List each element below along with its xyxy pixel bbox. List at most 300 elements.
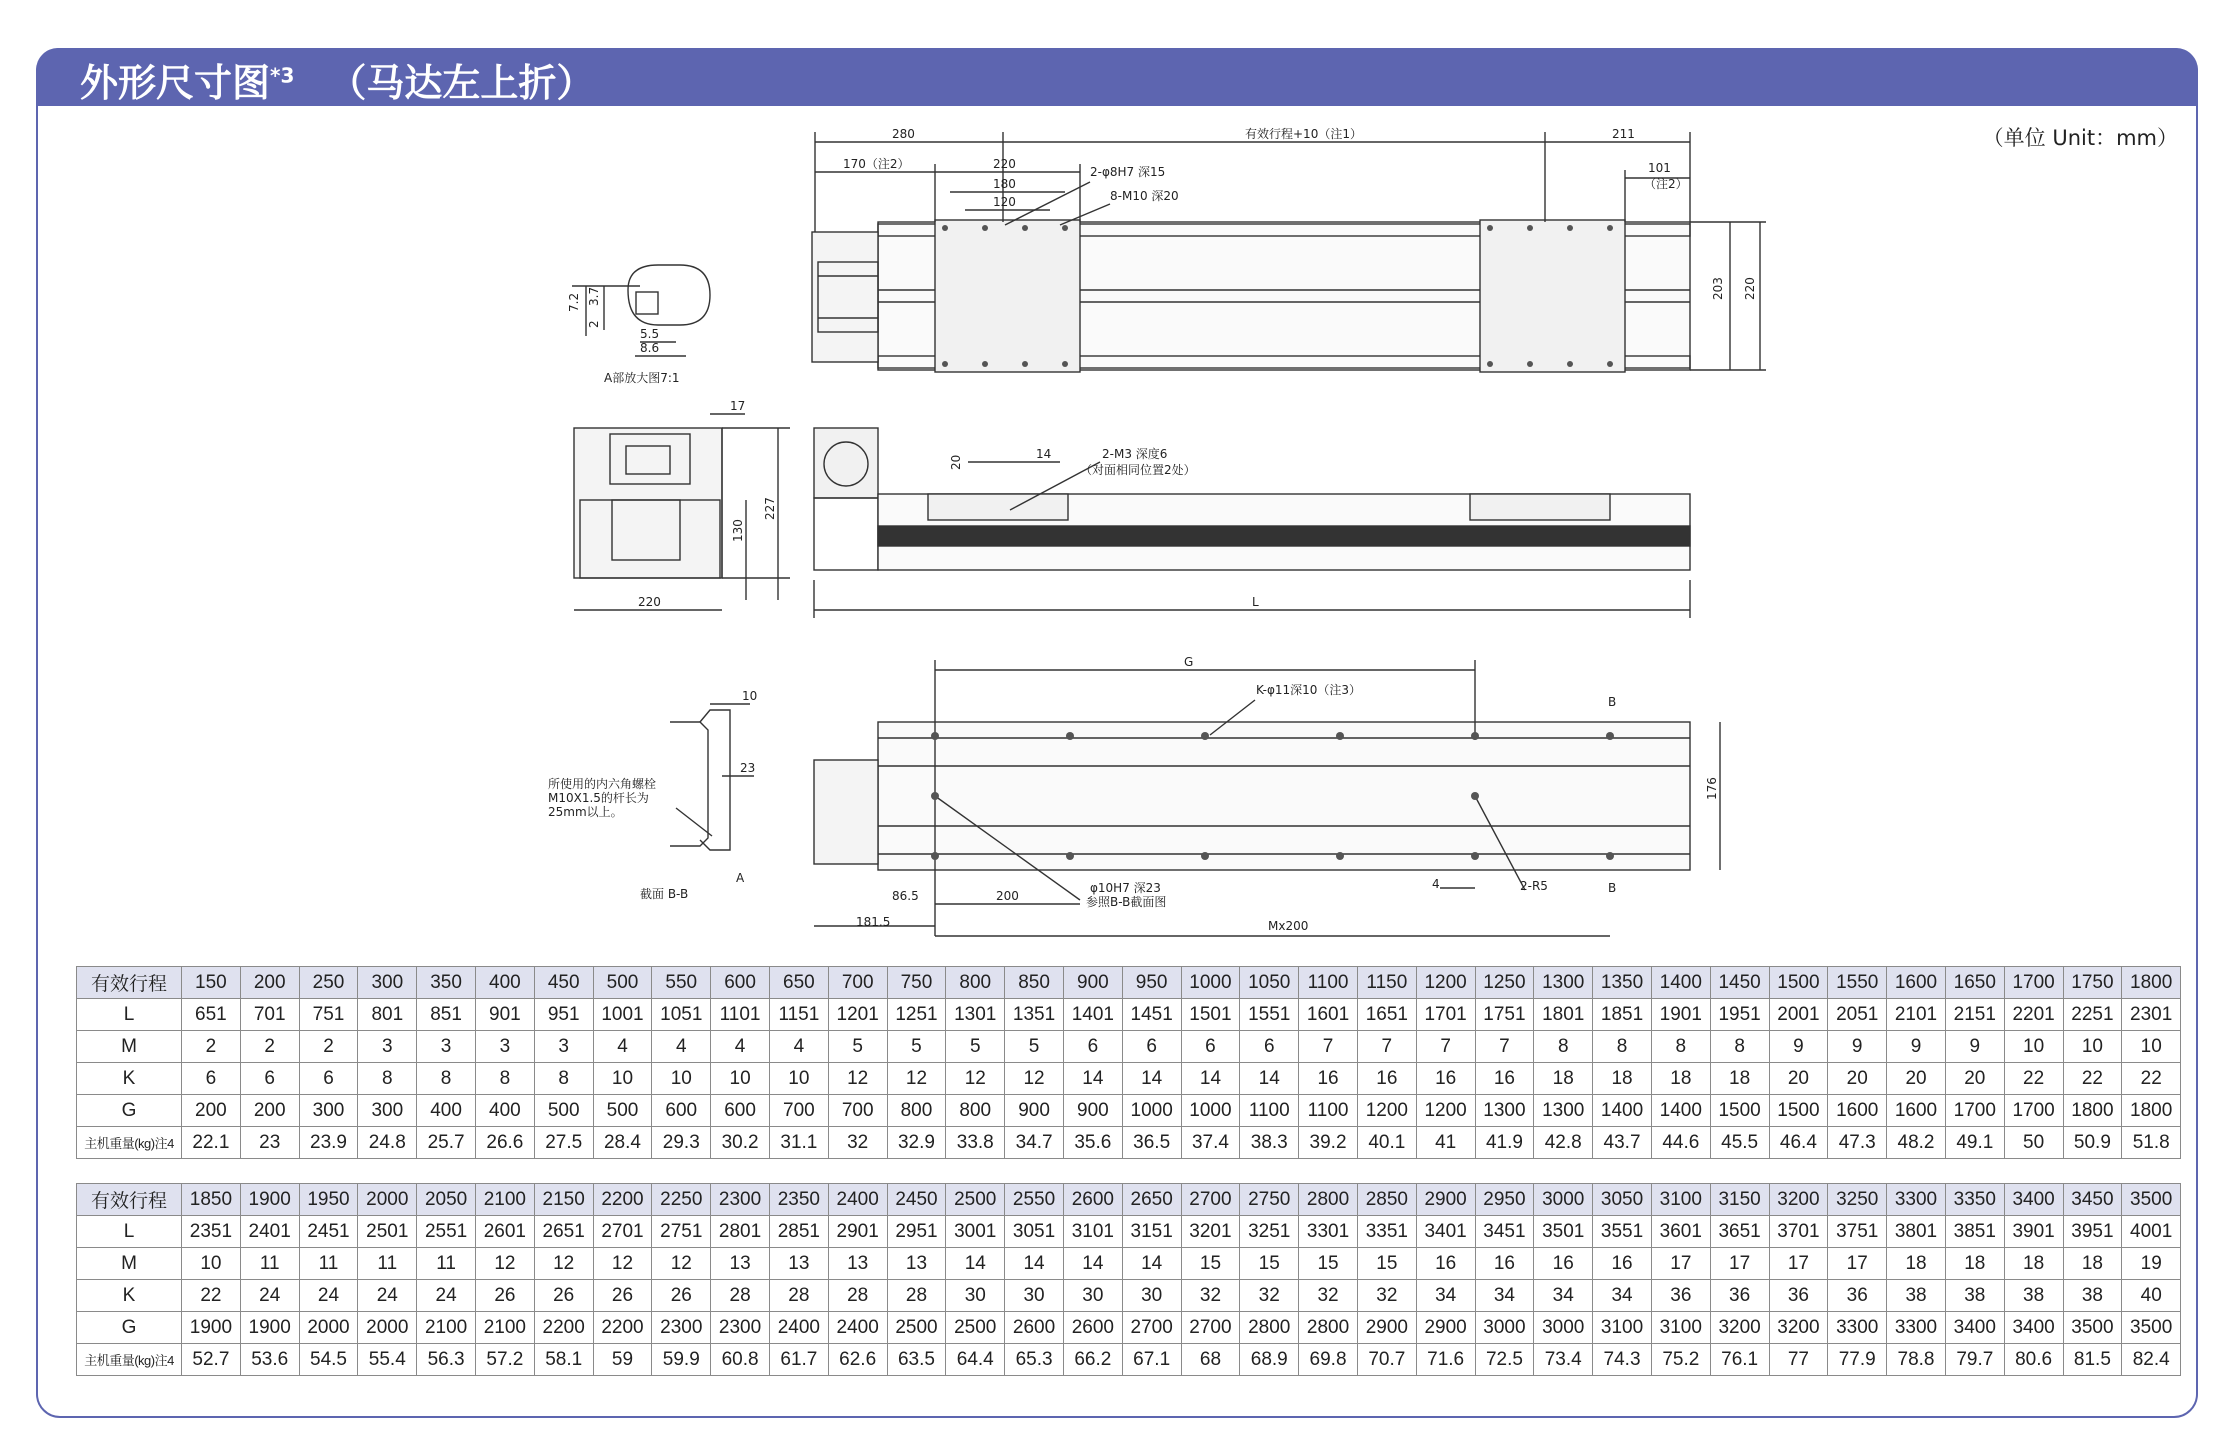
bolt-note-3: 25mm以上。 xyxy=(548,805,623,819)
table-cell: 18 xyxy=(1593,1063,1652,1095)
table-cell: 2701 xyxy=(593,1216,652,1248)
table-cell: 12 xyxy=(946,1063,1005,1095)
table-cell: 250 xyxy=(299,967,358,999)
table-cell: 2700 xyxy=(1181,1184,1240,1216)
table-cell: 28 xyxy=(769,1280,828,1312)
table-cell: 3500 xyxy=(2122,1312,2181,1344)
hole-note-m10: 8-M10 深20 xyxy=(1110,189,1179,203)
bottom-dim-G: G xyxy=(1184,655,1194,669)
table-cell: 1000 xyxy=(1122,1095,1181,1127)
table-cell: 3001 xyxy=(946,1216,1005,1248)
table-cell: 2051 xyxy=(1828,999,1887,1031)
section-caption: 截面 B-B xyxy=(640,887,689,901)
table-cell: 1200 xyxy=(1357,1095,1416,1127)
section-dim-23: 23 xyxy=(740,761,756,775)
table-cell: 1100 xyxy=(1240,1095,1299,1127)
table-cell: 1800 xyxy=(2063,1095,2122,1127)
table-cell: 700 xyxy=(828,1095,887,1127)
table-cell: 73.4 xyxy=(1534,1344,1593,1376)
table-cell: 1700 xyxy=(1945,1095,2004,1127)
table-cell: 42.8 xyxy=(1534,1127,1593,1159)
table-cell: 62.6 xyxy=(828,1344,887,1376)
table-cell: 1250 xyxy=(1475,967,1534,999)
table-cell: 81.5 xyxy=(2063,1344,2122,1376)
table-cell: 3101 xyxy=(1063,1216,1122,1248)
table-cell: 41 xyxy=(1416,1127,1475,1159)
row-label: M xyxy=(77,1248,182,1280)
table-cell: 3300 xyxy=(1887,1184,1946,1216)
row-m xyxy=(77,1248,2181,1280)
table-cell: 8 xyxy=(534,1063,593,1095)
table-cell: 12 xyxy=(593,1248,652,1280)
table-cell: 2851 xyxy=(769,1216,828,1248)
table-cell: 400 xyxy=(475,1095,534,1127)
table-cell: 33.8 xyxy=(946,1127,1005,1159)
table-cell: 1900 xyxy=(240,1312,299,1344)
table-cell: 1500 xyxy=(1769,1095,1828,1127)
table-cell: 3 xyxy=(417,1031,476,1063)
table-cell: 18 xyxy=(1534,1063,1593,1095)
table-cell: 70.7 xyxy=(1357,1344,1416,1376)
table-cell: 1901 xyxy=(1651,999,1710,1031)
table-cell: 2650 xyxy=(1122,1184,1181,1216)
dimension-drawing xyxy=(540,120,2233,960)
table-cell: 2751 xyxy=(652,1216,711,1248)
table-cell: 2850 xyxy=(1357,1184,1416,1216)
table-cell: 2951 xyxy=(887,1216,946,1248)
table-cell: 2301 xyxy=(2122,999,2181,1031)
table-cell: 18 xyxy=(2004,1248,2063,1280)
title-text: 外形尺寸图 xyxy=(80,61,271,105)
table-cell: 78.8 xyxy=(1887,1344,1946,1376)
table-cell: 77.9 xyxy=(1828,1344,1887,1376)
table-cell: 6 xyxy=(240,1063,299,1095)
table-cell: 1401 xyxy=(1063,999,1122,1031)
dim-stroke: 有效行程+10（注1） xyxy=(1245,127,1362,141)
side-dim-14: 14 xyxy=(1036,447,1052,461)
table-cell: 38 xyxy=(1887,1280,1946,1312)
table-cell: 600 xyxy=(652,1095,711,1127)
table-cell: 3251 xyxy=(1240,1216,1299,1248)
table-cell: 1051 xyxy=(652,999,711,1031)
table-cell: 24 xyxy=(417,1280,476,1312)
table-cell: 1400 xyxy=(1651,1095,1710,1127)
table-cell: 6 xyxy=(1063,1031,1122,1063)
table-cell: 3651 xyxy=(1710,1216,1769,1248)
table-cell: 22 xyxy=(2004,1063,2063,1095)
table-cell: 76.1 xyxy=(1710,1344,1769,1376)
table-cell: 3451 xyxy=(1475,1216,1534,1248)
table-cell: 64.4 xyxy=(946,1344,1005,1376)
row-k xyxy=(77,1063,2181,1095)
table-cell: 3301 xyxy=(1299,1216,1358,1248)
detail-dim-55: 5.5 xyxy=(640,327,660,341)
table-cell: 20 xyxy=(1887,1063,1946,1095)
table-cell: 59.9 xyxy=(652,1344,711,1376)
table-cell: 6 xyxy=(182,1063,241,1095)
table-cell: 50 xyxy=(2004,1127,2063,1159)
table-cell: 300 xyxy=(299,1095,358,1127)
table-cell: 28.4 xyxy=(593,1127,652,1159)
table-cell: 7 xyxy=(1475,1031,1534,1063)
table-cell: 43.7 xyxy=(1593,1127,1652,1159)
table-cell: 38 xyxy=(1945,1280,2004,1312)
table-cell: 650 xyxy=(769,967,828,999)
table-cell: 1800 xyxy=(2122,1095,2181,1127)
table-cell: 1201 xyxy=(828,999,887,1031)
row-k xyxy=(77,1280,2181,1312)
table-cell: 11 xyxy=(417,1248,476,1280)
table-cell: 71.6 xyxy=(1416,1344,1475,1376)
table-cell: 1300 xyxy=(1475,1095,1534,1127)
table-cell: 45.5 xyxy=(1710,1127,1769,1159)
table-cell: 850 xyxy=(1005,967,1064,999)
bottom-dim-mx200: Mx200 xyxy=(1268,919,1309,933)
table-cell: 300 xyxy=(358,967,417,999)
row-weight xyxy=(77,1127,2181,1159)
table-cell: 12 xyxy=(887,1063,946,1095)
table-cell: 800 xyxy=(887,1095,946,1127)
table-cell: 22 xyxy=(182,1280,241,1312)
table-cell: 2600 xyxy=(1005,1312,1064,1344)
row-label: 有效行程 xyxy=(77,967,182,999)
table-cell: 1150 xyxy=(1357,967,1416,999)
table-cell: 150 xyxy=(182,967,241,999)
side-dim-L: L xyxy=(1252,595,1259,609)
table-cell: 14 xyxy=(1240,1063,1299,1095)
table-cell: 3501 xyxy=(1534,1216,1593,1248)
table-cell: 10 xyxy=(2063,1031,2122,1063)
table-cell: 51.8 xyxy=(2122,1127,2181,1159)
table-cell: 2651 xyxy=(534,1216,593,1248)
table-cell: 40.1 xyxy=(1357,1127,1416,1159)
table-cell: 900 xyxy=(1005,1095,1064,1127)
table-cell: 68.9 xyxy=(1240,1344,1299,1376)
table-cell: 36 xyxy=(1651,1280,1710,1312)
table-cell: 31.1 xyxy=(769,1127,828,1159)
table-cell: 30.2 xyxy=(711,1127,770,1159)
row-label: M xyxy=(77,1031,182,1063)
table-cell: 32 xyxy=(1240,1280,1299,1312)
table-cell: 14 xyxy=(1005,1248,1064,1280)
table-cell: 20 xyxy=(1828,1063,1887,1095)
table-cell: 8 xyxy=(1534,1031,1593,1063)
m3-note-2: （对面相同位置2处） xyxy=(1080,463,1196,477)
table-cell: 2601 xyxy=(475,1216,534,1248)
table-cell: 66.2 xyxy=(1063,1344,1122,1376)
table-cell: 3300 xyxy=(1828,1312,1887,1344)
table-cell: 2400 xyxy=(769,1312,828,1344)
table-cell: 16 xyxy=(1299,1063,1358,1095)
table-cell: 3201 xyxy=(1181,1216,1240,1248)
table-cell: 34 xyxy=(1475,1280,1534,1312)
table-cell: 3951 xyxy=(2063,1216,2122,1248)
table-cell: 3250 xyxy=(1828,1184,1887,1216)
table-cell: 4 xyxy=(652,1031,711,1063)
table-cell: 30 xyxy=(1122,1280,1181,1312)
table-cell: 2300 xyxy=(652,1312,711,1344)
hole10-note-1: φ10H7 深23 xyxy=(1090,881,1161,895)
table-cell: 2600 xyxy=(1063,1312,1122,1344)
table-cell: 19 xyxy=(2122,1248,2181,1280)
table-cell: 16 xyxy=(1534,1248,1593,1280)
table-cell: 24 xyxy=(358,1280,417,1312)
table-cell: 600 xyxy=(711,1095,770,1127)
row-label: 主机重量(kg)注4 xyxy=(77,1127,182,1159)
table-cell: 26 xyxy=(652,1280,711,1312)
table-cell: 3 xyxy=(358,1031,417,1063)
table-cell: 7 xyxy=(1416,1031,1475,1063)
table-cell: 41.9 xyxy=(1475,1127,1534,1159)
table-cell: 15 xyxy=(1299,1248,1358,1280)
table-cell: 1100 xyxy=(1299,1095,1358,1127)
table-cell: 600 xyxy=(711,967,770,999)
bottom-dim-1815: 181.5 xyxy=(856,915,891,929)
table-cell: 1050 xyxy=(1240,967,1299,999)
table-cell: 1300 xyxy=(1534,967,1593,999)
table-cell: 54.5 xyxy=(299,1344,358,1376)
section-dim-10: 10 xyxy=(742,689,758,703)
table-cell: 700 xyxy=(828,967,887,999)
table-cell: 10 xyxy=(2122,1031,2181,1063)
table-cell: 10 xyxy=(711,1063,770,1095)
table-cell: 8 xyxy=(1651,1031,1710,1063)
table-cell: 651 xyxy=(182,999,241,1031)
table-cell: 751 xyxy=(299,999,358,1031)
table-cell: 38.3 xyxy=(1240,1127,1299,1159)
r5-note: 2-R5 xyxy=(1520,879,1548,893)
bottom-dim-176: 176 xyxy=(1705,777,1719,800)
table-cell: 1400 xyxy=(1593,1095,1652,1127)
table-cell: 4001 xyxy=(2122,1216,2181,1248)
table-cell: 46.4 xyxy=(1769,1127,1828,1159)
table-cell: 3200 xyxy=(1769,1312,1828,1344)
table-cell: 17 xyxy=(1828,1248,1887,1280)
table-cell: 48.2 xyxy=(1887,1127,1946,1159)
table-cell: 2501 xyxy=(358,1216,417,1248)
table-cell: 1600 xyxy=(1828,1095,1887,1127)
table-cell: 1950 xyxy=(299,1184,358,1216)
table-cell: 3351 xyxy=(1357,1216,1416,1248)
table-cell: 47.3 xyxy=(1828,1127,1887,1159)
table-cell: 16 xyxy=(1475,1248,1534,1280)
table-cell: 2950 xyxy=(1475,1184,1534,1216)
detail-caption: A部放大图7:1 xyxy=(604,371,680,385)
table-cell: 3100 xyxy=(1651,1312,1710,1344)
table-cell: 8 xyxy=(475,1063,534,1095)
table-cell: 36.5 xyxy=(1122,1127,1181,1159)
table-cell: 58.1 xyxy=(534,1344,593,1376)
table-cell: 59 xyxy=(593,1344,652,1376)
table-cell: 22.1 xyxy=(182,1127,241,1159)
detail-dim-72: 7.2 xyxy=(567,292,581,312)
table-cell: 20 xyxy=(1945,1063,2004,1095)
table-cell: 55.4 xyxy=(358,1344,417,1376)
table-cell: 36 xyxy=(1710,1280,1769,1312)
table-cell: 1000 xyxy=(1181,1095,1240,1127)
table-cell: 2 xyxy=(299,1031,358,1063)
table-cell: 2250 xyxy=(652,1184,711,1216)
table-cell: 12 xyxy=(828,1063,887,1095)
table-cell: 1700 xyxy=(2004,967,2063,999)
table-cell: 2300 xyxy=(711,1184,770,1216)
row-l xyxy=(77,1216,2181,1248)
table-cell: 1301 xyxy=(946,999,1005,1031)
table-cell: 1001 xyxy=(593,999,652,1031)
table-cell: 6 xyxy=(1181,1031,1240,1063)
table-cell: 15 xyxy=(1357,1248,1416,1280)
table-cell: 1400 xyxy=(1651,967,1710,999)
table-cell: 1501 xyxy=(1181,999,1240,1031)
table-cell: 2700 xyxy=(1181,1312,1240,1344)
table-cell: 1701 xyxy=(1416,999,1475,1031)
table-cell: 18 xyxy=(2063,1248,2122,1280)
table-cell: 1600 xyxy=(1887,967,1946,999)
table-cell: 63.5 xyxy=(887,1344,946,1376)
table-cell: 53.6 xyxy=(240,1344,299,1376)
table-cell: 1500 xyxy=(1710,1095,1769,1127)
label-b-top: B xyxy=(1608,695,1617,709)
table-cell: 701 xyxy=(240,999,299,1031)
table-cell: 3701 xyxy=(1769,1216,1828,1248)
table-cell: 3801 xyxy=(1887,1216,1946,1248)
table-cell: 74.3 xyxy=(1593,1344,1652,1376)
dim-170: 170（注2） xyxy=(843,157,910,171)
table-cell: 3 xyxy=(534,1031,593,1063)
table-cell: 9 xyxy=(1887,1031,1946,1063)
table-cell: 40 xyxy=(2122,1280,2181,1312)
table-cell: 2150 xyxy=(534,1184,593,1216)
table-cell: 60.8 xyxy=(711,1344,770,1376)
table-cell: 1251 xyxy=(887,999,946,1031)
table-cell: 2201 xyxy=(2004,999,2063,1031)
label-b-bottom: B xyxy=(1608,881,1617,895)
table-cell: 3500 xyxy=(2122,1184,2181,1216)
table-cell: 350 xyxy=(417,967,476,999)
row-label: K xyxy=(77,1063,182,1095)
table-cell: 10 xyxy=(182,1248,241,1280)
table-cell: 800 xyxy=(946,967,1005,999)
table-cell: 35.6 xyxy=(1063,1127,1122,1159)
table-cell: 5 xyxy=(828,1031,887,1063)
table-cell: 25.7 xyxy=(417,1127,476,1159)
table-cell: 37.4 xyxy=(1181,1127,1240,1159)
table-cell: 16 xyxy=(1416,1063,1475,1095)
table-cell: 67.1 xyxy=(1122,1344,1181,1376)
table-cell: 13 xyxy=(887,1248,946,1280)
table-cell: 500 xyxy=(593,967,652,999)
table-cell: 300 xyxy=(358,1095,417,1127)
table-cell: 2900 xyxy=(1416,1184,1475,1216)
table-cell: 26 xyxy=(534,1280,593,1312)
table-cell: 3051 xyxy=(1005,1216,1064,1248)
table-cell: 24 xyxy=(299,1280,358,1312)
table-cell: 18 xyxy=(1945,1248,2004,1280)
table-cell: 1500 xyxy=(1769,967,1828,999)
table-cell: 13 xyxy=(769,1248,828,1280)
table-cell: 82.4 xyxy=(2122,1344,2181,1376)
table-cell: 2800 xyxy=(1299,1312,1358,1344)
table-cell: 61.7 xyxy=(769,1344,828,1376)
table-cell: 2750 xyxy=(1240,1184,1299,1216)
table-cell: 8 xyxy=(417,1063,476,1095)
table-cell: 10 xyxy=(769,1063,828,1095)
table-cell: 15 xyxy=(1181,1248,1240,1280)
table-cell: 14 xyxy=(1122,1063,1181,1095)
table-cell: 3100 xyxy=(1593,1312,1652,1344)
table-cell: 14 xyxy=(1181,1063,1240,1095)
table-cell: 27.5 xyxy=(534,1127,593,1159)
table-cell: 200 xyxy=(240,1095,299,1127)
table-cell: 23.9 xyxy=(299,1127,358,1159)
m3-note-1: 2-M3 深度6 xyxy=(1102,447,1168,461)
table-cell: 2000 xyxy=(299,1312,358,1344)
table-cell: 900 xyxy=(1063,1095,1122,1127)
table-cell: 10 xyxy=(2004,1031,2063,1063)
table-cell: 1351 xyxy=(1005,999,1064,1031)
table-cell: 2600 xyxy=(1063,1184,1122,1216)
table-cell: 24 xyxy=(240,1280,299,1312)
table-cell: 3350 xyxy=(1945,1184,2004,1216)
bolt-note-1: 所使用的内六角螺栓 xyxy=(548,777,657,791)
table-cell: 57.2 xyxy=(475,1344,534,1376)
dim-220-top: 220 xyxy=(993,157,1016,171)
table-cell: 1300 xyxy=(1534,1095,1593,1127)
side-dim-20: 20 xyxy=(949,454,963,470)
table-cell: 2801 xyxy=(711,1216,770,1248)
table-cell: 32 xyxy=(1299,1280,1358,1312)
row-m xyxy=(77,1031,2181,1063)
table-cell: 18 xyxy=(1710,1063,1769,1095)
table-cell: 3300 xyxy=(1887,1312,1946,1344)
table-cell: 750 xyxy=(887,967,946,999)
table-cell: 450 xyxy=(534,967,593,999)
table-cell: 14 xyxy=(1063,1063,1122,1095)
table-cell: 5 xyxy=(1005,1031,1064,1063)
row-label: L xyxy=(77,999,182,1031)
table-cell: 3000 xyxy=(1534,1312,1593,1344)
table-cell: 34.7 xyxy=(1005,1127,1064,1159)
table-cell: 2001 xyxy=(1769,999,1828,1031)
table-cell: 2000 xyxy=(358,1184,417,1216)
table-cell: 65.3 xyxy=(1005,1344,1064,1376)
dim-101: 101 xyxy=(1648,161,1671,175)
table-cell: 36 xyxy=(1828,1280,1887,1312)
table-cell: 1851 xyxy=(1593,999,1652,1031)
table-cell: 1700 xyxy=(2004,1095,2063,1127)
table-cell: 28 xyxy=(887,1280,946,1312)
table-cell: 1101 xyxy=(711,999,770,1031)
table-cell: 6 xyxy=(1122,1031,1181,1063)
table-cell: 1650 xyxy=(1945,967,2004,999)
table-cell: 28 xyxy=(828,1280,887,1312)
side-view xyxy=(574,414,1690,618)
table-cell: 18 xyxy=(1651,1063,1710,1095)
table-cell: 38 xyxy=(2063,1280,2122,1312)
table-cell: 22 xyxy=(2063,1063,2122,1095)
table-cell: 3150 xyxy=(1710,1184,1769,1216)
table-cell: 49.1 xyxy=(1945,1127,2004,1159)
table-cell: 2401 xyxy=(240,1216,299,1248)
table-cell: 10 xyxy=(593,1063,652,1095)
row-label: 主机重量(kg)注4 xyxy=(77,1344,182,1376)
table-cell: 11 xyxy=(240,1248,299,1280)
table-cell: 3200 xyxy=(1710,1312,1769,1344)
table-cell: 3601 xyxy=(1651,1216,1710,1248)
table-cell: 13 xyxy=(828,1248,887,1280)
table-cell: 16 xyxy=(1357,1063,1416,1095)
table-cell: 1900 xyxy=(182,1312,241,1344)
